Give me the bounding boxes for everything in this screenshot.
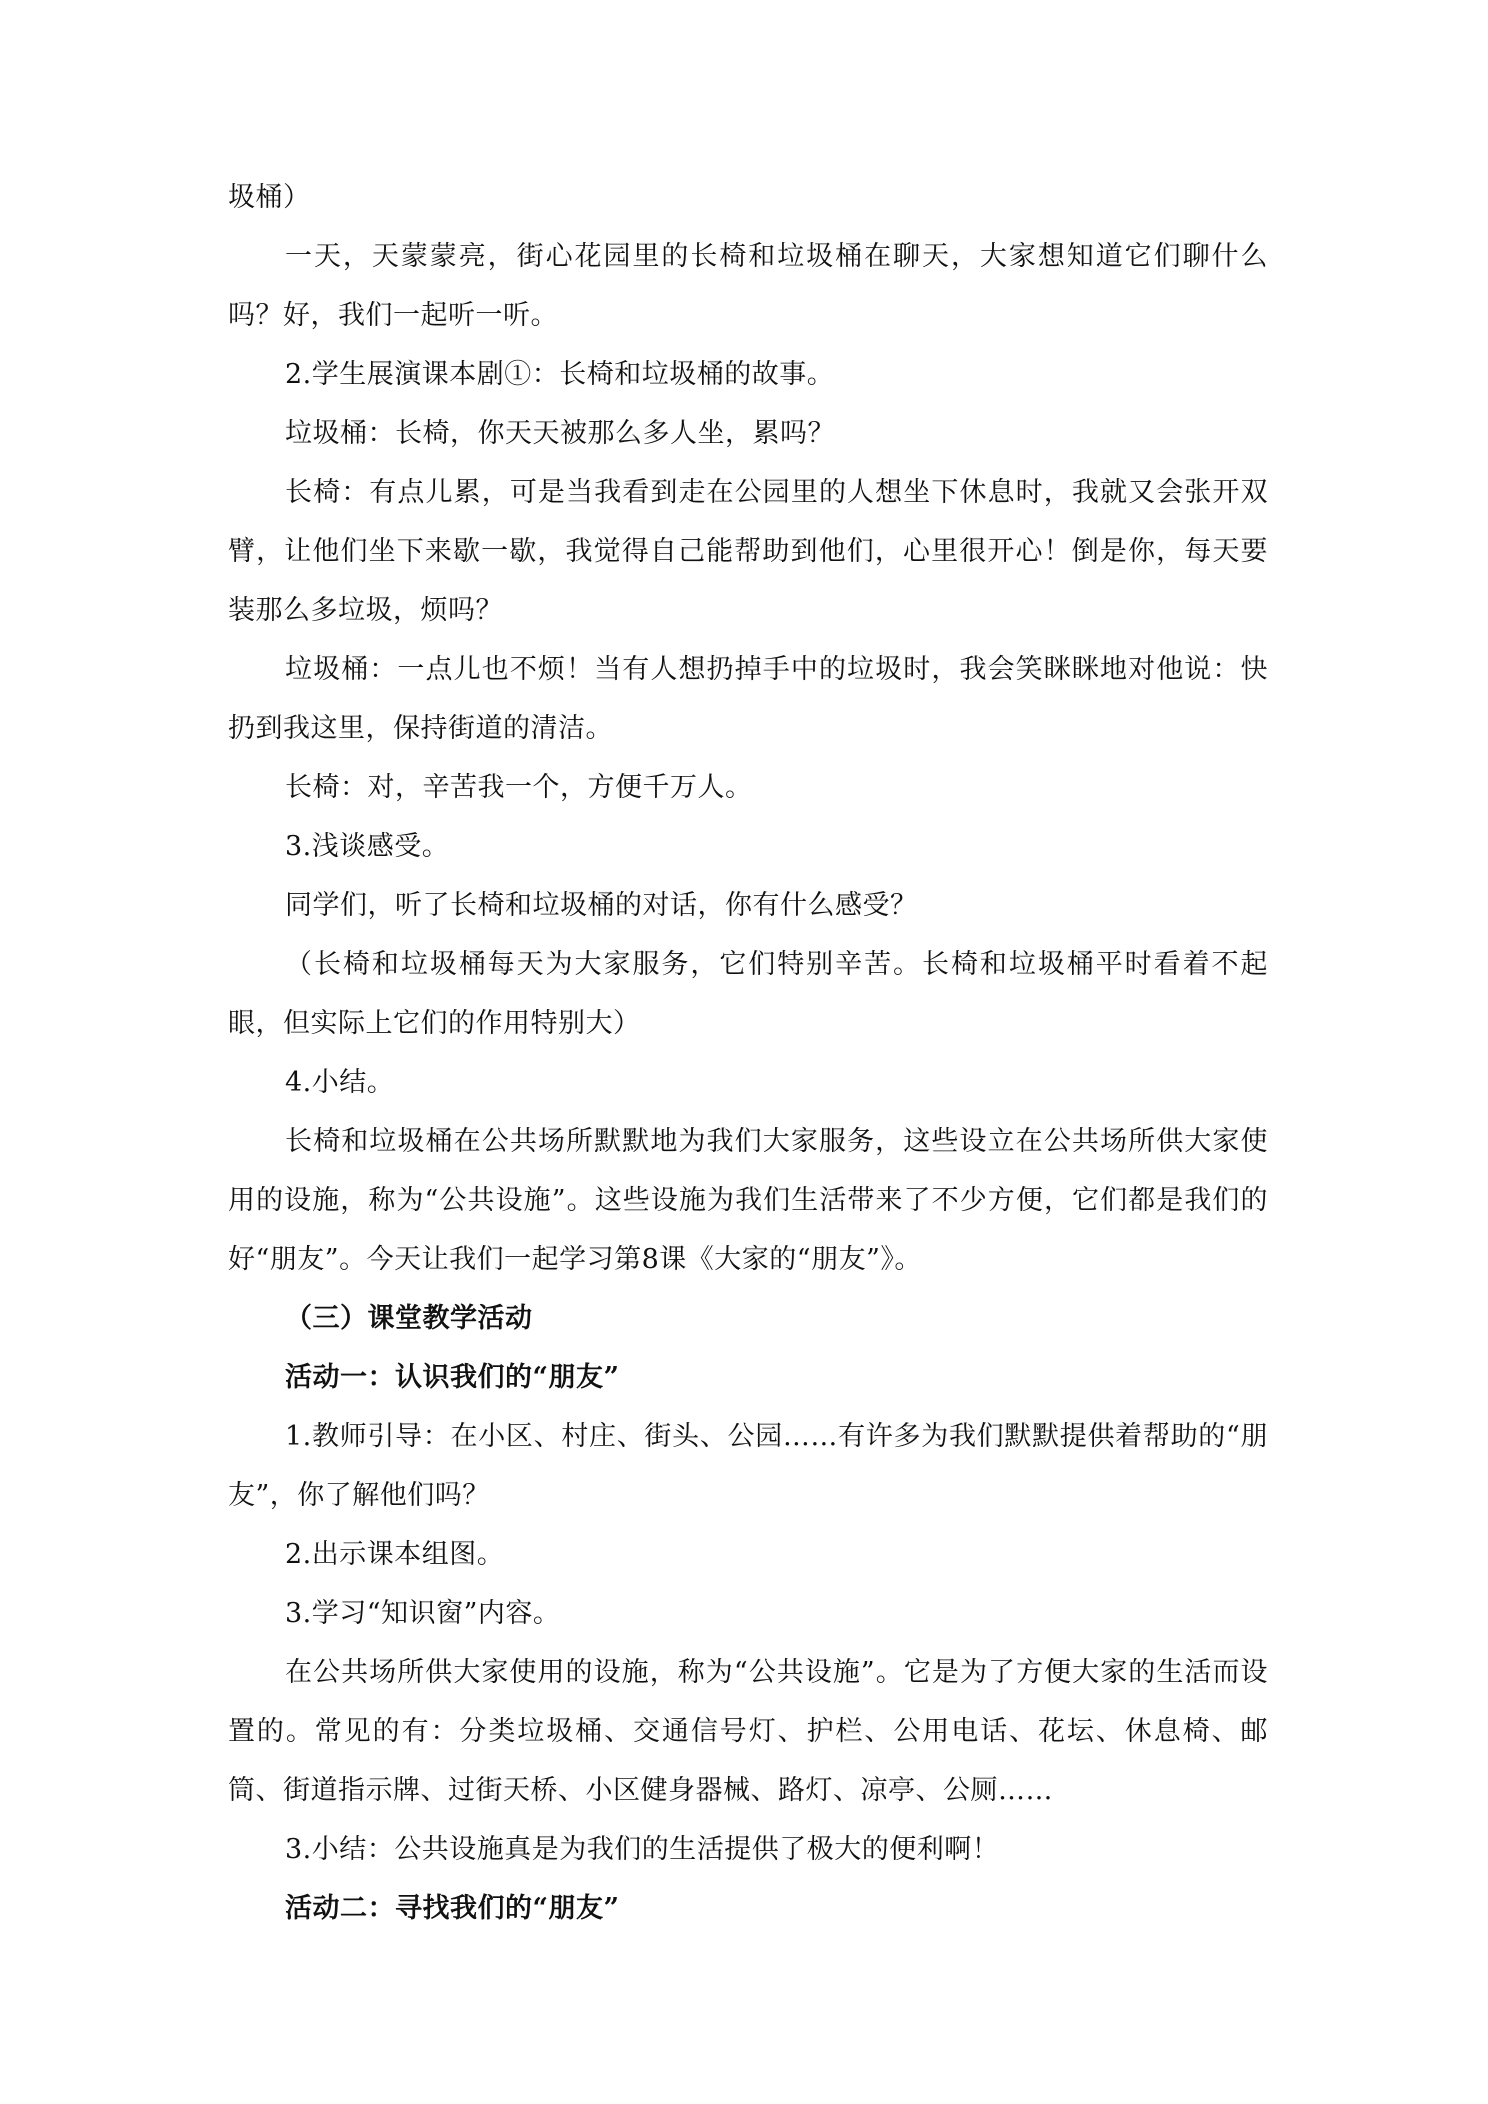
paragraph-step-play: 2.学生展演课本剧①：长椅和垃圾桶的故事。 [285,359,835,390]
paragraph-public-facilities: 在公共场所供大家使用的设施，称为“公共设施”。它是为了方便大家的生活而设置的。常见的有：分类垃圾桶、交通信号灯、护栏、公用电话、花坛、休息椅、邮筒、街道指示牌、过街天桥、小区健身器械、路灯、凉亭、公厕…… [228,1657,1268,1806]
document-body [228,168,1268,1938]
paragraph-dialogue-bench-1: 长椅：有点儿累，可是当我看到走在公园里的人想坐下休息时，我就又会张开双臂，让他们坐下来歇一歇，我觉得自己能帮助到他们，心里很开心！倒是你，每天要装那么多垃圾，烦吗？ [228,477,1268,626]
paragraph-teacher-guide: 1.教师引导：在小区、村庄、街头、公园……有许多为我们默默提供着帮助的“朋友”，你了解他们吗？ [228,1421,1268,1511]
paragraph-dialogue-bin-2: 垃圾桶：一点儿也不烦！当有人想扔掉手中的垃圾时，我会笑眯眯地对他说：快扔到我这里，保持街道的清洁。 [228,654,1268,744]
paragraph-story-intro: 一天，天蒙蒙亮，街心花园里的长椅和垃圾桶在聊天，大家想知道它们聊什么吗？好，我们一起听一听。 [228,241,1268,331]
paragraph-continuation: 圾桶） [228,182,311,213]
paragraph-dialogue-bin-1: 垃圾桶：长椅，你天天被那么多人坐，累吗？ [285,418,835,449]
section-heading: （三）课堂教学活动 [285,1303,533,1334]
paragraph-activity-summary: 3.小结：公共设施真是为我们的生活提供了极大的便利啊！ [285,1834,1000,1865]
paragraph-step-feelings: 3.浅谈感受。 [285,831,450,862]
paragraph-dialogue-bench-2: 长椅：对，辛苦我一个，方便千万人。 [285,772,753,803]
paragraph-summary: 长椅和垃圾桶在公共场所默默地为我们大家服务，这些设立在公共场所供大家使用的设施，称为“公共设施”。这些设施为我们生活带来了不少方便，它们都是我们的好“朋友”。今天让我们一起学习第8课《大家的“朋友”》。 [228,1126,1268,1275]
paragraph-show-pictures: 2.出示课本组图。 [285,1539,505,1570]
paragraph-knowledge-window: 3.学习“知识窗”内容。 [285,1598,561,1629]
paragraph-question: 同学们，听了长椅和垃圾桶的对话，你有什么感受？ [285,890,918,921]
activity-one-heading: 活动一：认识我们的“朋友” [285,1362,620,1393]
activity-two-heading: 活动二：寻找我们的“朋友” [285,1893,620,1924]
paragraph-step-summary: 4.小结。 [285,1067,395,1098]
paragraph-answer: （长椅和垃圾桶每天为大家服务，它们特别辛苦。长椅和垃圾桶平时看着不起眼，但实际上它们的作用特别大） [228,949,1268,1039]
